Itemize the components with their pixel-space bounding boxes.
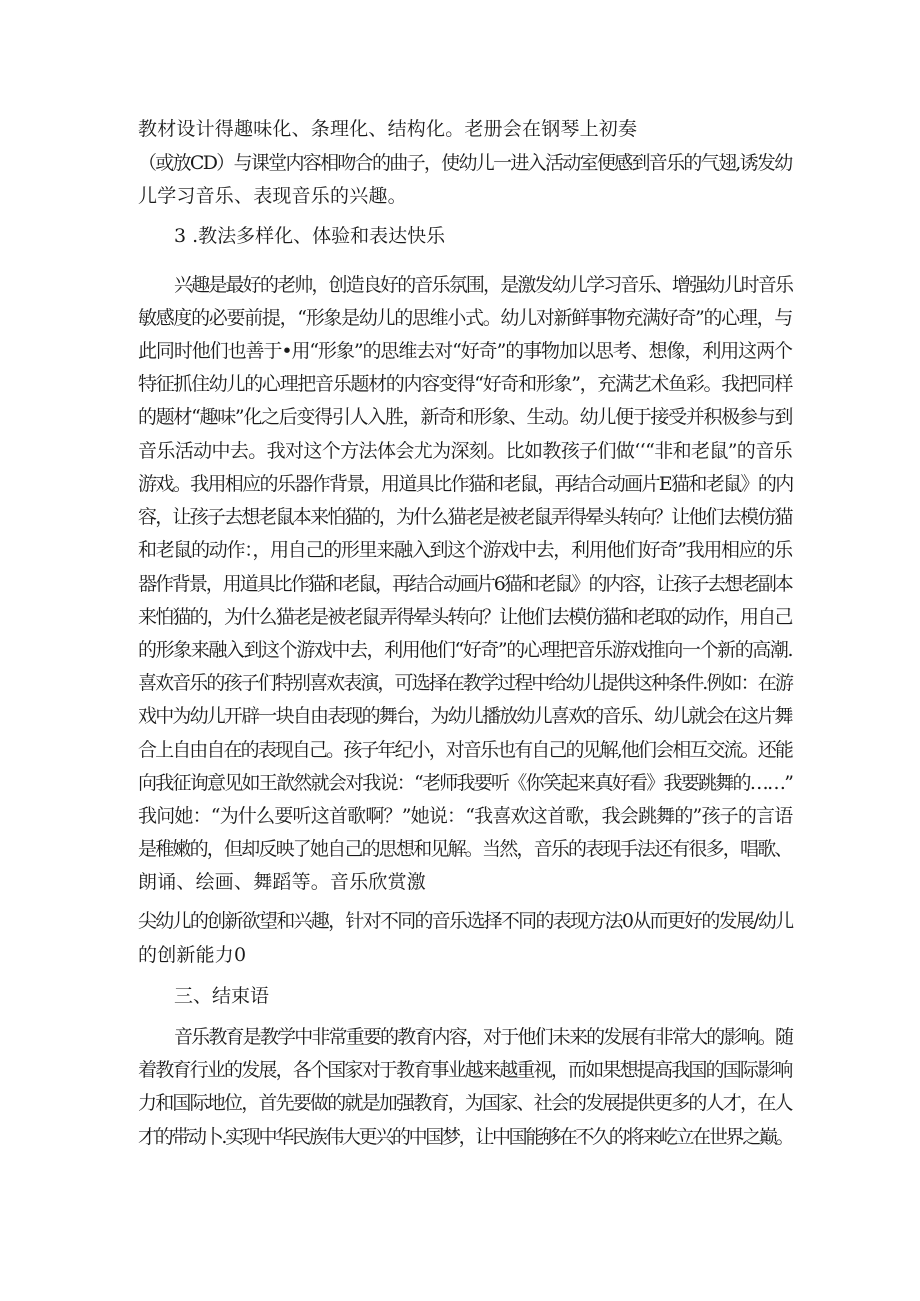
section3-line-5: 的题材“趣味”化之后变得引人入胜，新奇和形象、生动。幼儿便于接受并积极参与到 bbox=[138, 406, 793, 428]
section3-line-6: 音乐活动中去。我对这个方法体会尤为深刻。比如教孩子们做‘‘“非和老鼠”的音乐 bbox=[138, 440, 792, 462]
section3-heading: 3 .教法多样化、体验和表达快乐 bbox=[174, 225, 446, 247]
section3-line-8: 容，让孩子去想老鼠本来怕猫的，为什么猫老是被老鼠弄得晕头转向？让他们去模仿猫 bbox=[138, 506, 792, 528]
section3-line-2: 敏感度的必要前提，“形象是幼儿的思维小式。幼儿对新鲜事物充满好奇”的心理，与 bbox=[138, 307, 793, 329]
section3-line-10: 器作背景，用道具比作猫和老鼠，再结合动画片6猫和老鼠》的内容，让孩子去想老副本 bbox=[138, 573, 792, 595]
conclusion-line-3: 力和国际地位，首先要做的就是加强教育，为国家、社会的发展提供更多的人才，在人 bbox=[138, 1092, 792, 1114]
section3-line-14: 戏中为幼儿开辟一块自由表现的舞台，为幼儿播放幼儿喜欢的音乐、幼儿就会在这片舞 bbox=[138, 705, 792, 727]
conclusion-heading: 三、结束语 bbox=[174, 985, 270, 1007]
section3-tail-line-2: 的创新能力0 bbox=[138, 944, 247, 966]
section3-tail-line-1: 尖幼儿的创新欲望和兴趣，针对不同的音乐选择不同的表现方法0从而更好的发展/幼儿 bbox=[138, 910, 793, 932]
conclusion-line-4: 才的带动卜.实现中华民族伟大更兴的中国梦，让中国能够在不久的将来屹立在世界之巅。 bbox=[138, 1126, 793, 1148]
section3-line-11: 来怕猫的，为什么猫老是被老鼠弄得晕头转向？让他们去模仿猫和老取的动作，用自己 bbox=[138, 606, 792, 628]
section3-line-9: 和老鼠的动作：，用自己的形里来融入到这个游戏中去，利用他们好奇”我用相应的乐 bbox=[138, 539, 792, 561]
section3-line-15: 合上自由自在的表现自己。孩子年纪小，对音乐也有自己的见解,他们会相互交流。还能 bbox=[138, 739, 792, 761]
section3-line-1: 兴趣是最好的老帅，创造良好的音乐氛围，是激发幼儿学习音乐、增强幼儿时音乐 bbox=[174, 274, 793, 296]
section3-line-4: 特征抓住幼儿的心理把音乐题材的内容变得“好奇和形象”，充满艺术鱼彩。我把同样 bbox=[138, 373, 793, 395]
conclusion-line-2: 着教育行业的发展，各个国家对于教育事业越来越重视，而如果想提高我国的国际影响 bbox=[138, 1059, 792, 1081]
section3-line-19: 朗诵、绘画、舞蹈等。音乐欣赏激 bbox=[138, 871, 427, 893]
section3-line-12: 的形象来融入到这个游戏中去，利用他们“好奇”的心理把音乐游戏推向一个新的高潮. bbox=[138, 639, 793, 661]
intro-line-3: 儿学习音乐、表现音乐的兴趣。 bbox=[138, 185, 407, 207]
section3-line-17: 我问她：“为什么要听这首歌啊？”她说：“我喜欢这首歌，我会跳舞的”孩子的言语 bbox=[138, 805, 793, 827]
section3-line-16: 向我征询意见如王歆然就会对我说：“老师我要听《你笑起来真好看》我要跳舞的……” bbox=[138, 772, 793, 794]
section3-line-18: 是稚嫩的，但却反映了她自己的思想和见解。当然，音乐的表现手法还有很多，唱歌、 bbox=[138, 838, 792, 860]
section3-line-13: 喜欢音乐的孩子们特别喜欢表演，可选择在教学过程中给幼儿提供这种条件.例如：在游 bbox=[138, 672, 792, 694]
conclusion-line-1: 音乐教育是教学中非常重要的教育内容，对于他们未来的发展有非常大的影响。随 bbox=[174, 1026, 793, 1048]
intro-line-1: 教材设计得趣味化、条理化、结构化。老册会在钢琴上初奏 bbox=[138, 118, 638, 140]
section3-line-7: 游戏。我用相应的乐器作背景，用道具比作猫和老鼠，再结合动画片E猫和老鼠》的内 bbox=[138, 473, 793, 495]
intro-line-2: （或放CD）与课堂内容相吻合的曲子，使幼儿一进入活动室便感到音乐的气翅,诱发幼 bbox=[138, 152, 792, 174]
section3-line-3: 此同时他们也善于•用“形象”的思维去对“好奇”的事物加以思考、想像，利用这两个 bbox=[138, 340, 792, 362]
